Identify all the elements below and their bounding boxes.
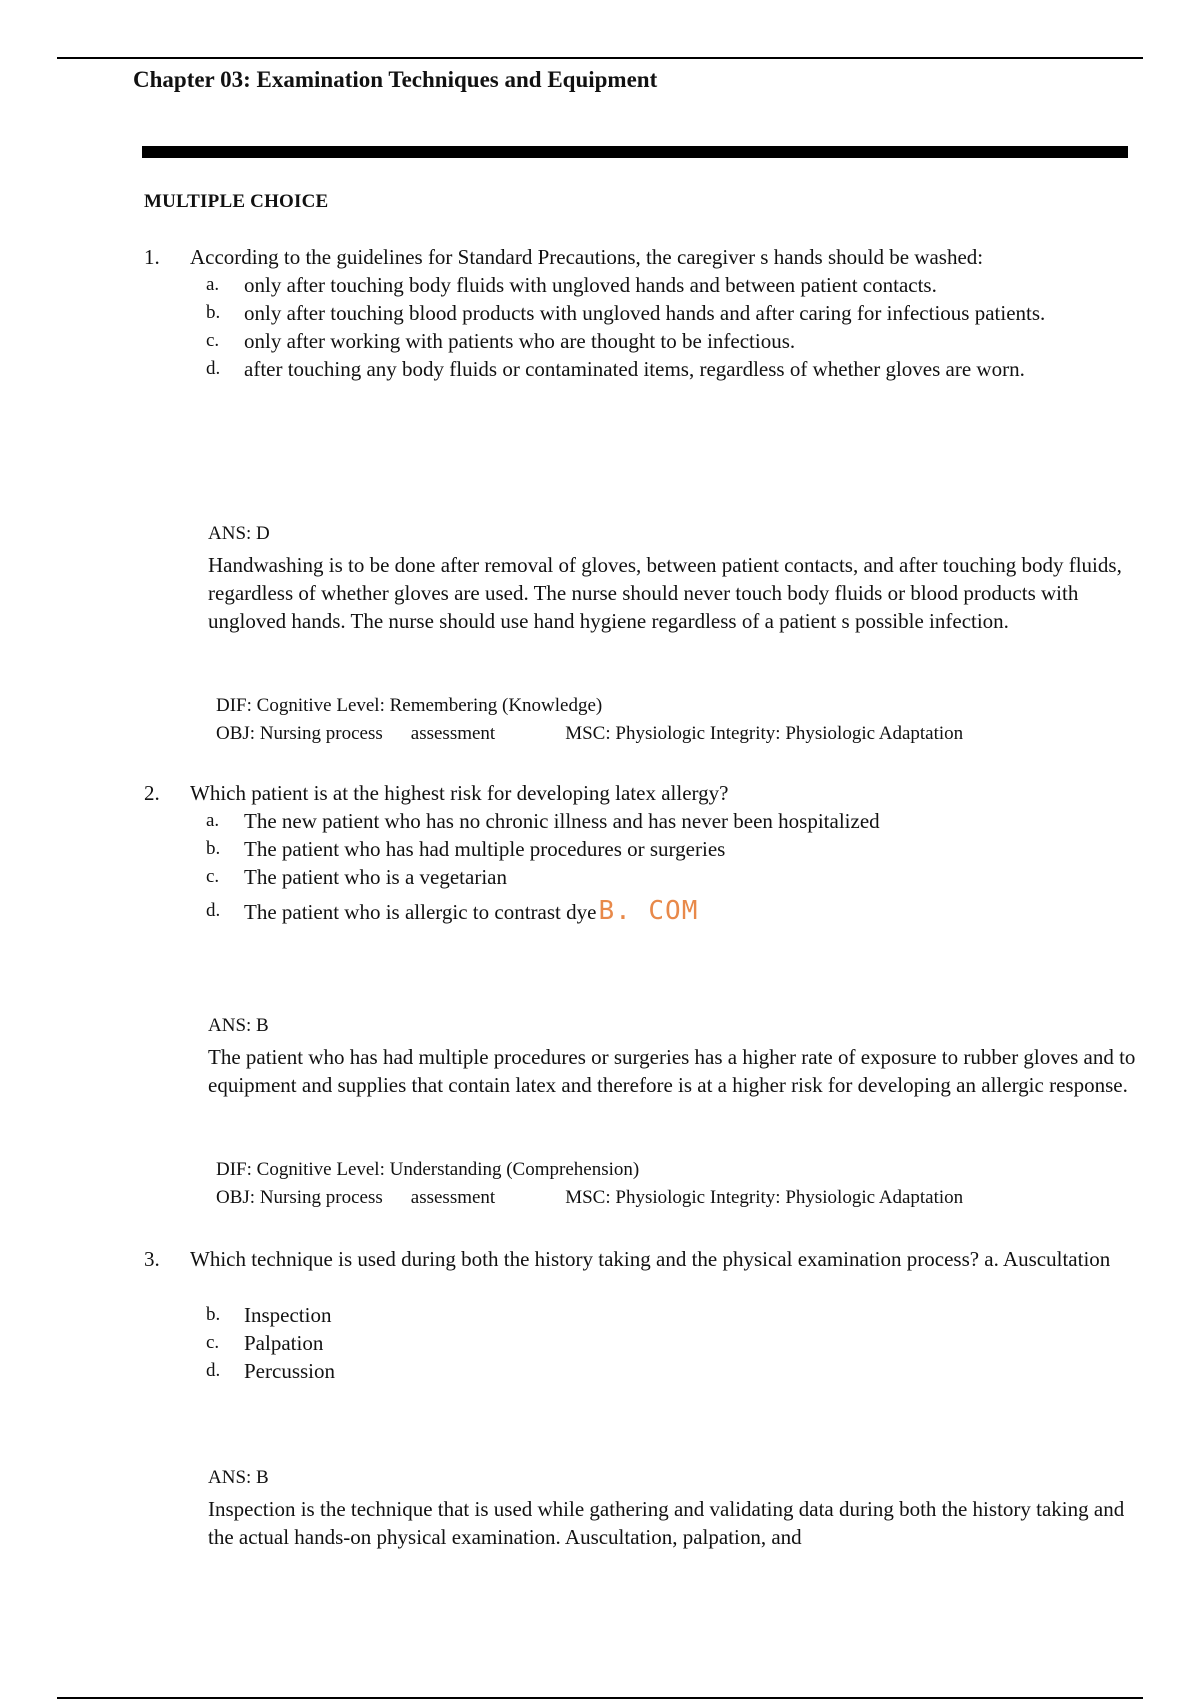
option-letter: d. (206, 1360, 221, 1381)
difficulty: DIF: Cognitive Level: Understanding (Comprehension) (216, 1159, 640, 1180)
question-1-options (206, 271, 1124, 383)
question-number: 1. (144, 245, 160, 269)
msc: MSC: Physiologic Integrity: Physiologic Adaptation (565, 1187, 964, 1208)
option-text: The new patient who has no chronic illness and has never been hospitalized (244, 809, 880, 833)
option-text: only after touching blood products with ungloved hands and after caring for infectious patients. (244, 301, 1046, 325)
answer-key: ANS: B (208, 1467, 269, 1488)
question-3-options (206, 1301, 1124, 1385)
option-letter: c. (206, 1332, 220, 1353)
question-text: According to the guidelines for Standard Precautions, the caregiver s hands should be washed: (190, 245, 984, 269)
msc: MSC: Physiologic Integrity: Physiologic Adaptation (565, 723, 964, 744)
objective-value: assessment (410, 1187, 496, 1208)
option-text: The patient who is allergic to contrast dye (244, 900, 597, 924)
top-rule (57, 57, 1143, 59)
objective-msc-line (216, 1184, 963, 1212)
question-text: Which patient is at the highest risk for developing latex allergy? (190, 781, 729, 805)
option-text: Palpation (244, 1331, 324, 1355)
option-b (206, 835, 1124, 863)
chapter-title: Chapter 03: Examination Techniques and Equipment (133, 67, 658, 92)
option-letter: c. (206, 330, 220, 351)
difficulty: DIF: Cognitive Level: Remembering (Knowledge) (216, 695, 603, 716)
option-letter: a. (206, 274, 220, 295)
section-divider (142, 146, 1128, 158)
option-text: The patient who is a vegetarian (244, 865, 507, 889)
objective-label: OBJ: Nursing process (216, 1187, 383, 1208)
option-c (206, 1329, 1124, 1357)
option-text: only after touching body fluids with ungloved hands and between patient contacts. (244, 273, 937, 297)
option-d (206, 355, 1124, 383)
option-text: after touching any body fluids or contaminated items, regardless of whether gloves are worn. (244, 357, 1025, 381)
bottom-rule (57, 1697, 1143, 1699)
objective-msc-line (216, 720, 963, 748)
section-heading: MULTIPLE CHOICE (144, 191, 329, 212)
question-2-options (206, 807, 1124, 926)
option-letter: a. (206, 810, 220, 831)
option-text: Inspection (244, 1303, 332, 1327)
answer-key: ANS: D (208, 523, 270, 544)
objective-label: OBJ: Nursing process (216, 723, 383, 744)
option-text: Percussion (244, 1359, 335, 1383)
option-c (206, 863, 1124, 891)
answer-key: ANS: B (208, 1015, 269, 1036)
option-d (206, 1357, 1124, 1385)
question-number: 2. (144, 781, 160, 805)
option-letter: d. (206, 358, 221, 379)
option-text: The patient who has had multiple procedures or surgeries (244, 837, 726, 861)
option-c (206, 327, 1124, 355)
option-letter: d. (206, 900, 221, 921)
question-text: Which technique is used during both the history taking and the physical examination process? a. Auscultation (190, 1247, 1111, 1271)
option-b (206, 1301, 1124, 1329)
objective-value: assessment (410, 723, 496, 744)
option-d (206, 897, 1124, 926)
option-a (206, 271, 1124, 299)
option-letter: b. (206, 1304, 221, 1325)
watermark-text: B. COM (598, 896, 699, 926)
option-b (206, 299, 1124, 327)
question-number: 3. (144, 1247, 160, 1271)
option-letter: b. (206, 302, 221, 323)
rationale: Inspection is the technique that is used while gathering and validating data during both the history taking and the actual hands-on physical examination. Auscultation, palpation, and (208, 1497, 1125, 1549)
option-a (206, 807, 1124, 835)
option-letter: c. (206, 866, 220, 887)
option-text: only after working with patients who are thought to be infectious. (244, 329, 796, 353)
rationale: The patient who has had multiple procedures or surgeries has a higher rate of exposure to rubber gloves and to equipment and supplies that contain latex and therefore is at a higher risk for developing an allergic response. (208, 1045, 1136, 1097)
rationale: Handwashing is to be done after removal of gloves, between patient contacts, and after touching body fluids, regardless of whether gloves are used. The nurse should never touch body fluids or blood products with ungloved hands. The nurse should use hand hygiene regardless of a patient s possible infection. (208, 553, 1122, 633)
option-letter: b. (206, 838, 221, 859)
